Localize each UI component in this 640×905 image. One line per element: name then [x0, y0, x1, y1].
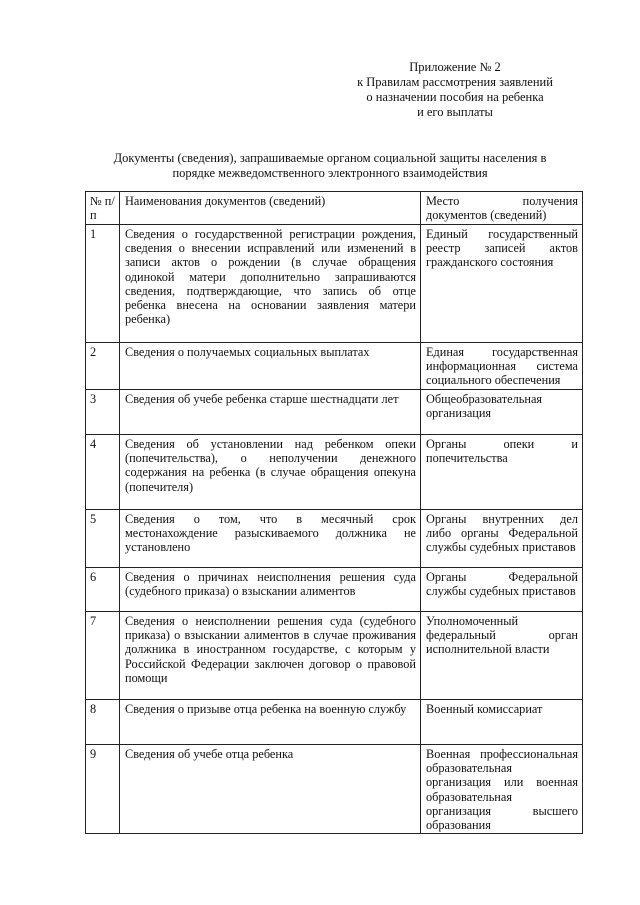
row-source-place: Органы опеки и попечительства	[421, 435, 583, 510]
table-row	[86, 612, 583, 700]
table-row	[86, 390, 583, 435]
document-title-line-1: Документы (сведения), запрашиваемые органом социальной защиты населения в	[113, 151, 547, 165]
row-number: 2	[86, 343, 120, 390]
appendix-benefit-line: о назначении пособия на ребенка	[366, 90, 544, 104]
row-source-place: Органы Федеральной службы судебных приставов	[421, 568, 583, 612]
row-number: 5	[86, 510, 120, 568]
document-title-line-2: порядке межведомственного электронного взаимодействия	[172, 166, 488, 180]
row-number: 1	[86, 225, 120, 343]
row-number: 8	[86, 700, 120, 745]
table-row	[86, 435, 583, 510]
row-document-name: Сведения об установлении над ребенком опеки (попечительства), о неполучении денежного содержания на ребенка (в случае обращения опекуна (попечителя)	[120, 435, 421, 510]
row-source-place: Военный комиссариат	[421, 700, 583, 745]
appendix-heading	[330, 60, 580, 120]
appendix-rules-line: к Правилам рассмотрения заявлений	[357, 75, 553, 89]
document-title	[90, 151, 570, 181]
table-row	[86, 343, 583, 390]
appendix-number: Приложение № 2	[409, 60, 501, 74]
row-source-place: Органы внутренних дел либо органы Федеральной службы судебных приставов	[421, 510, 583, 568]
row-number: 4	[86, 435, 120, 510]
header-source-place: Место получения документов (сведений)	[421, 192, 583, 225]
row-source-place: Единая государственная информационная система социального обеспечения	[421, 343, 583, 390]
documents-table	[85, 191, 583, 834]
row-document-name: Сведения о причинах неисполнения решения суда (судебного приказа) о взыскании алиментов	[120, 568, 421, 612]
row-document-name: Сведения о получаемых социальных выплатах	[120, 343, 421, 390]
header-document-name: Наименования документов (сведений)	[120, 192, 421, 225]
row-document-name: Сведения о государственной регистрации рождения, сведения о внесении исправлений или изменений в записи актов о рождении (в случае обращения одинокой матери дополнительно запрашиваются сведения, подтверждающие, что запись об отце ребенка внесена на основании заявления матери ребенка)	[120, 225, 421, 343]
appendix-payment-line: и его выплаты	[417, 105, 493, 119]
row-document-name: Сведения об учебе ребенка старше шестнадцати лет	[120, 390, 421, 435]
table-row	[86, 700, 583, 745]
row-source-place: Единый государственный реестр записей актов гражданского состояния	[421, 225, 583, 343]
table-row	[86, 568, 583, 612]
row-document-name: Сведения о призыве отца ребенка на военную службу	[120, 700, 421, 745]
row-number: 6	[86, 568, 120, 612]
table-row	[86, 510, 583, 568]
row-number: 9	[86, 745, 120, 834]
row-number: 3	[86, 390, 120, 435]
table-header-row	[86, 192, 583, 225]
row-source-place: Уполномоченный федеральный орган исполнительной власти	[421, 612, 583, 700]
row-document-name: Сведения о том, что в месячный срок местонахождение разыскиваемого должника не установлено	[120, 510, 421, 568]
header-number: № п/п	[86, 192, 120, 225]
row-source-place: Общеобразовательная организация	[421, 390, 583, 435]
table-row	[86, 225, 583, 343]
table-row	[86, 745, 583, 834]
row-document-name: Сведения о неисполнении решения суда (судебного приказа) о взыскании алиментов в случае проживания должника в иностранном государстве, с которым у Российской Федерации заключен договор о правовой помощи	[120, 612, 421, 700]
row-document-name: Сведения об учебе отца ребенка	[120, 745, 421, 834]
row-number: 7	[86, 612, 120, 700]
row-source-place: Военная профессиональная образовательная организация или военная образовательная организация высшего образования	[421, 745, 583, 834]
